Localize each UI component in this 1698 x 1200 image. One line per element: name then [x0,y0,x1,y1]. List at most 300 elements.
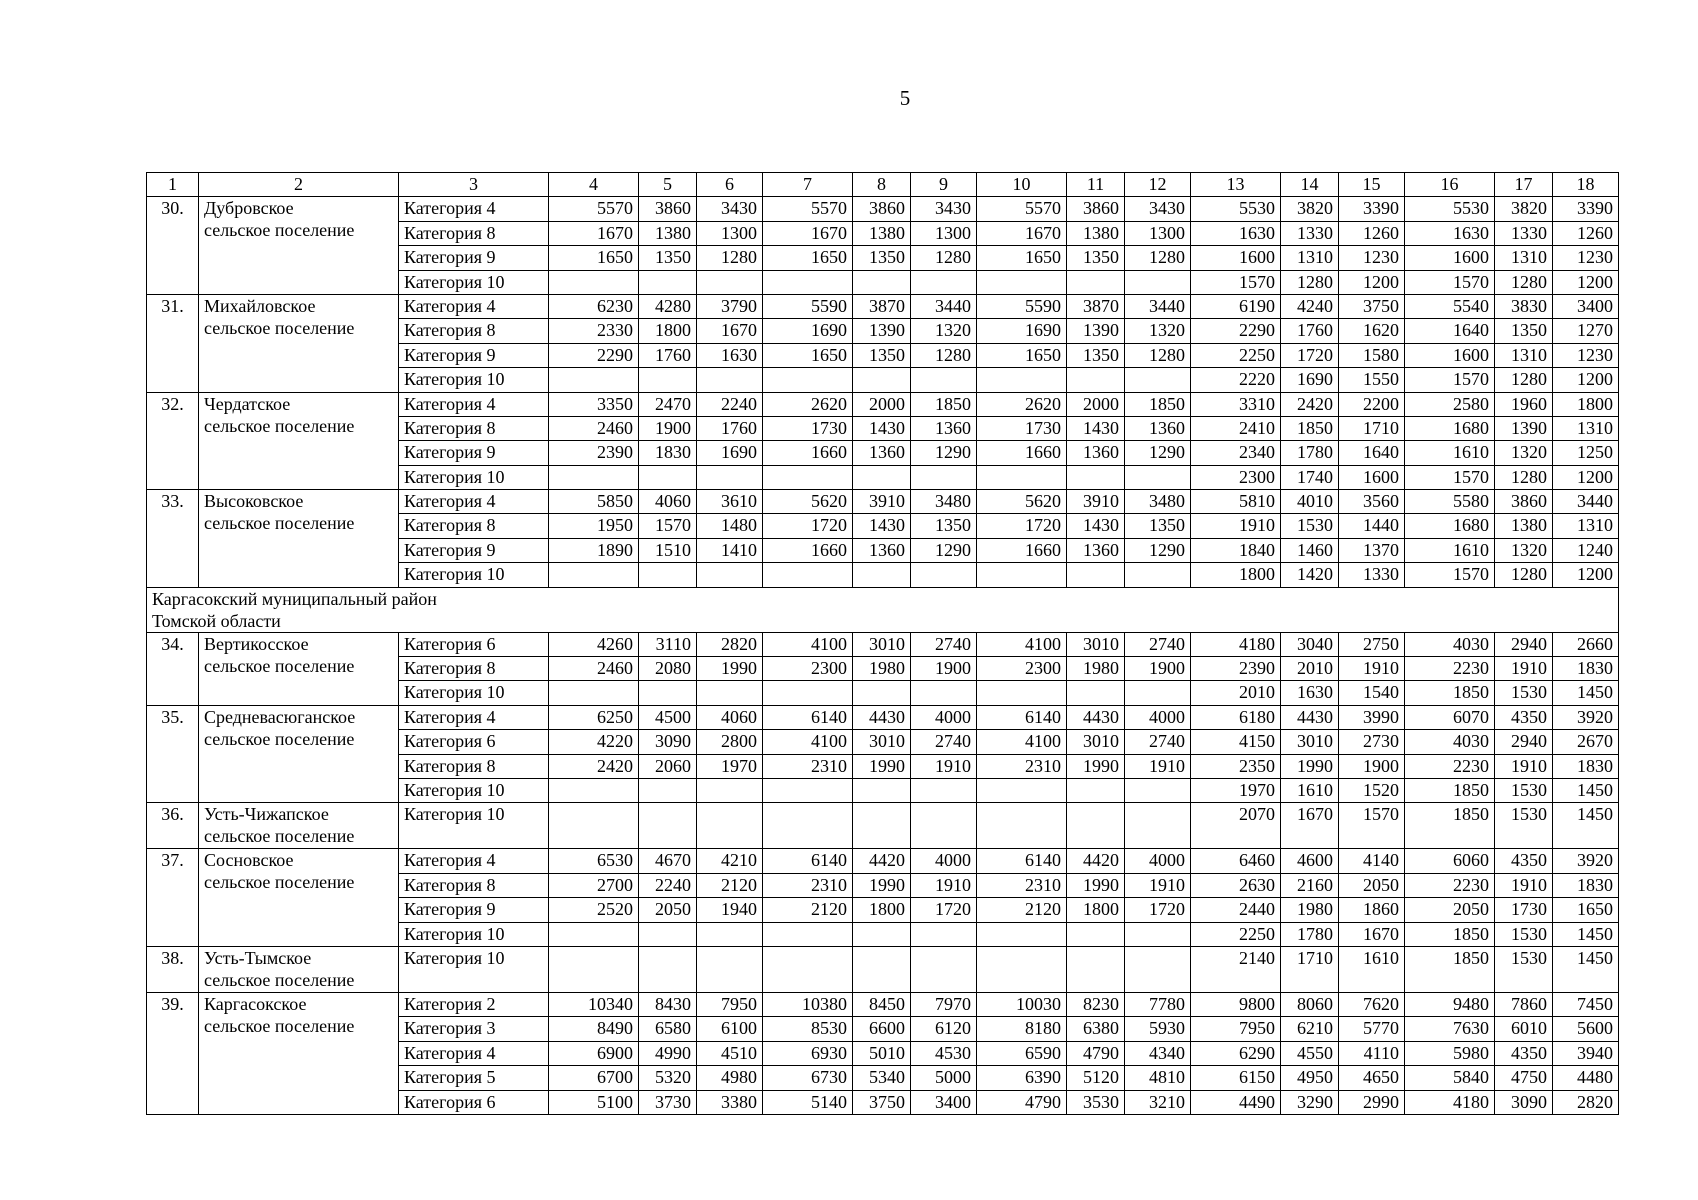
value-cell [977,803,1067,849]
value-cell: 3290 [1281,1090,1339,1114]
value-cell: 1290 [1125,441,1191,465]
value-cell: 6190 [1191,294,1281,318]
value-cell: 1800 [853,898,911,922]
value-cell: 2800 [697,730,763,754]
value-cell: 5590 [763,294,853,318]
value-cell: 1630 [1405,221,1495,245]
value-cell: 2740 [911,730,977,754]
value-cell: 10340 [549,992,639,1016]
value-cell: 3430 [911,197,977,221]
value-cell: 7450 [1553,992,1619,1016]
value-cell [853,778,911,802]
value-cell: 1310 [1281,246,1339,270]
value-cell: 1350 [639,246,697,270]
value-cell: 7780 [1125,992,1191,1016]
value-cell: 1530 [1495,922,1553,946]
value-cell: 1670 [697,319,763,343]
value-cell: 5600 [1553,1017,1619,1041]
value-cell [1067,563,1125,587]
category-cell: Категория 10 [399,922,549,946]
value-cell [911,368,977,392]
category-cell: Категория 10 [399,946,549,992]
settlement-name-line: сельское поселение [204,728,355,749]
value-cell: 1940 [697,898,763,922]
value-cell [1125,922,1191,946]
value-cell: 6010 [1495,1017,1553,1041]
value-cell: 1270 [1553,319,1619,343]
value-cell: 2410 [1191,416,1281,440]
table-row [147,392,1619,416]
value-cell: 4500 [639,705,697,729]
column-number-cell: 14 [1281,173,1339,197]
value-cell: 1450 [1553,946,1619,992]
settlement-name [199,632,399,705]
value-cell: 1640 [1339,441,1405,465]
settlement-name-line: сельское поселение [204,872,355,893]
value-cell: 4100 [977,730,1067,754]
value-cell: 1950 [549,514,639,538]
value-cell: 4430 [853,705,911,729]
value-cell: 3090 [639,730,697,754]
value-cell: 2050 [639,898,697,922]
value-cell: 1290 [1125,538,1191,562]
value-cell: 1910 [1495,873,1553,897]
value-cell: 5980 [1405,1041,1495,1065]
category-cell: Категория 10 [399,681,549,705]
settlement-name-line: сельское поселение [204,220,355,241]
value-cell: 4550 [1281,1041,1339,1065]
value-cell: 4790 [1067,1041,1125,1065]
value-cell: 1900 [1125,657,1191,681]
value-cell: 3860 [1495,490,1553,514]
value-cell: 2620 [977,392,1067,416]
value-cell: 6460 [1191,849,1281,873]
value-cell: 1260 [1339,221,1405,245]
value-cell: 3830 [1495,294,1553,318]
value-cell: 1510 [639,538,697,562]
value-cell: 1670 [1339,922,1405,946]
value-cell: 6230 [549,294,639,318]
value-cell: 2520 [549,898,639,922]
value-cell [853,803,911,849]
value-cell [697,465,763,489]
value-cell: 1970 [1191,778,1281,802]
value-cell [1125,803,1191,849]
value-cell: 3920 [1553,849,1619,873]
value-cell [639,563,697,587]
value-cell: 4810 [1125,1066,1191,1090]
value-cell: 3390 [1553,197,1619,221]
table-row [147,992,1619,1016]
value-cell [1125,681,1191,705]
value-cell: 3090 [1495,1090,1553,1114]
value-cell: 1860 [1339,898,1405,922]
value-cell: 6380 [1067,1017,1125,1041]
value-cell: 4260 [549,632,639,656]
value-cell: 3380 [697,1090,763,1114]
value-cell: 4990 [639,1041,697,1065]
value-cell: 2080 [639,657,697,681]
value-cell: 1610 [1281,778,1339,802]
settlement-name-line: Усть-Чижапское [204,804,329,825]
value-cell: 1280 [1281,270,1339,294]
value-cell: 4280 [639,294,697,318]
category-cell: Категория 10 [399,270,549,294]
value-cell: 1360 [1067,538,1125,562]
value-cell: 5000 [911,1066,977,1090]
settlement-name-line: сельское поселение [204,1015,355,1036]
value-cell: 6580 [639,1017,697,1041]
value-cell: 3750 [853,1090,911,1114]
category-cell: Категория 8 [399,754,549,778]
value-cell: 1240 [1553,538,1619,562]
value-cell: 1450 [1553,681,1619,705]
value-cell: 2250 [1191,922,1281,946]
value-cell: 1580 [1339,343,1405,367]
value-cell: 1380 [853,221,911,245]
value-cell: 1320 [1495,538,1553,562]
category-cell: Категория 6 [399,730,549,754]
value-cell: 6140 [763,849,853,873]
value-cell: 1610 [1405,441,1495,465]
value-cell: 5770 [1339,1017,1405,1041]
value-cell: 4110 [1339,1041,1405,1065]
value-cell: 5010 [853,1041,911,1065]
value-cell [697,681,763,705]
value-cell: 7950 [697,992,763,1016]
value-cell: 1670 [763,221,853,245]
value-cell: 1630 [697,343,763,367]
value-cell: 2470 [639,392,697,416]
value-cell: 1600 [1405,246,1495,270]
value-cell: 6140 [763,705,853,729]
value-cell: 1850 [1405,778,1495,802]
value-cell: 4100 [977,632,1067,656]
row-number: 31. [147,294,199,392]
value-cell: 1570 [1405,270,1495,294]
value-cell: 2730 [1339,730,1405,754]
value-cell: 1910 [1495,657,1553,681]
value-cell: 2940 [1495,632,1553,656]
column-number-cell: 18 [1553,173,1619,197]
value-cell: 2740 [1125,632,1191,656]
category-cell: Категория 2 [399,992,549,1016]
value-cell: 4950 [1281,1066,1339,1090]
value-cell: 1980 [853,657,911,681]
value-cell: 1230 [1553,343,1619,367]
value-cell: 1290 [911,538,977,562]
settlement-name-line: сельское поселение [204,317,355,338]
value-cell: 2460 [549,416,639,440]
value-cell: 1310 [1553,416,1619,440]
value-cell: 2310 [977,754,1067,778]
value-cell: 1430 [1067,514,1125,538]
value-cell: 1360 [853,538,911,562]
value-cell: 1250 [1553,441,1619,465]
value-cell: 1900 [639,416,697,440]
value-cell [1125,563,1191,587]
value-cell: 2420 [549,754,639,778]
value-cell: 2630 [1191,873,1281,897]
value-cell [697,946,763,992]
value-cell [549,922,639,946]
value-cell: 3350 [549,392,639,416]
value-cell: 2310 [763,873,853,897]
row-number: 34. [147,632,199,705]
value-cell: 4350 [1495,705,1553,729]
value-cell: 3560 [1339,490,1405,514]
value-cell [549,681,639,705]
value-cell [697,922,763,946]
row-number: 33. [147,490,199,588]
value-cell [911,778,977,802]
value-cell: 2220 [1191,368,1281,392]
value-cell [1125,270,1191,294]
value-cell: 1410 [697,538,763,562]
value-cell: 4180 [1405,1090,1495,1114]
value-cell: 1550 [1339,368,1405,392]
value-cell: 4980 [697,1066,763,1090]
value-cell: 3010 [1067,632,1125,656]
value-cell: 1800 [1067,898,1125,922]
value-cell: 1710 [1339,416,1405,440]
category-cell: Категория 10 [399,803,549,849]
value-cell: 1380 [1067,221,1125,245]
value-cell [763,681,853,705]
value-cell: 3790 [697,294,763,318]
row-number: 38. [147,946,199,992]
value-cell [639,270,697,294]
value-cell: 8450 [853,992,911,1016]
value-cell: 1280 [1495,563,1553,587]
value-cell: 4060 [639,490,697,514]
value-cell [853,946,911,992]
value-cell: 6210 [1281,1017,1339,1041]
column-number-cell: 1 [147,173,199,197]
column-number-cell: 7 [763,173,853,197]
value-cell: 4100 [763,632,853,656]
category-cell: Категория 8 [399,873,549,897]
value-cell: 3870 [853,294,911,318]
value-cell: 4430 [1067,705,1125,729]
value-cell: 1680 [1405,514,1495,538]
value-cell [977,946,1067,992]
value-cell [911,270,977,294]
value-cell: 2000 [853,392,911,416]
settlement-name-line: Сосновское [204,850,294,871]
value-cell: 4430 [1281,705,1339,729]
category-cell: Категория 4 [399,1041,549,1065]
value-cell: 3730 [639,1090,697,1114]
value-cell [1125,368,1191,392]
value-cell: 2620 [763,392,853,416]
value-cell: 2230 [1405,873,1495,897]
value-cell: 1530 [1495,778,1553,802]
value-cell: 1570 [1339,803,1405,849]
value-cell: 3860 [639,197,697,221]
value-cell: 5930 [1125,1017,1191,1041]
header-row [147,173,1619,197]
value-cell: 1800 [1553,392,1619,416]
value-cell: 1390 [1495,416,1553,440]
value-cell: 5320 [639,1066,697,1090]
value-cell: 1830 [1553,754,1619,778]
value-cell [977,563,1067,587]
value-cell: 1200 [1553,465,1619,489]
value-cell: 2990 [1339,1090,1405,1114]
value-cell: 3010 [853,730,911,754]
value-cell: 1330 [1281,221,1339,245]
value-cell: 3870 [1067,294,1125,318]
value-cell: 1350 [1067,343,1125,367]
value-cell: 1990 [697,657,763,681]
value-cell: 1730 [977,416,1067,440]
value-cell: 1690 [1281,368,1339,392]
value-cell: 5620 [763,490,853,514]
value-cell: 3480 [1125,490,1191,514]
value-cell: 1390 [1067,319,1125,343]
value-cell: 2940 [1495,730,1553,754]
value-cell [911,681,977,705]
value-cell: 1720 [911,898,977,922]
value-cell: 1670 [549,221,639,245]
value-cell: 6900 [549,1041,639,1065]
value-cell: 1520 [1339,778,1405,802]
value-cell: 6590 [977,1041,1067,1065]
value-cell: 5570 [977,197,1067,221]
value-cell [1067,803,1125,849]
value-cell: 1780 [1281,441,1339,465]
category-cell: Категория 9 [399,538,549,562]
value-cell: 9800 [1191,992,1281,1016]
value-cell: 1310 [1553,514,1619,538]
category-cell: Категория 10 [399,465,549,489]
category-cell: Категория 10 [399,563,549,587]
value-cell: 4510 [697,1041,763,1065]
value-cell: 3440 [1553,490,1619,514]
value-cell: 6060 [1405,849,1495,873]
value-cell: 3920 [1553,705,1619,729]
column-number-cell: 2 [199,173,399,197]
value-cell [697,803,763,849]
value-cell: 1910 [1125,754,1191,778]
value-cell: 1600 [1191,246,1281,270]
value-cell: 1570 [1405,563,1495,587]
value-cell: 1630 [1191,221,1281,245]
value-cell: 1350 [1495,319,1553,343]
value-cell [639,465,697,489]
value-cell: 1970 [697,754,763,778]
value-cell: 1200 [1339,270,1405,294]
value-cell: 3610 [697,490,763,514]
value-cell [549,803,639,849]
value-cell: 1570 [1405,465,1495,489]
value-cell: 5100 [549,1090,639,1114]
value-cell: 3910 [1067,490,1125,514]
value-cell: 2010 [1281,657,1339,681]
settlement-name-line: Средневасюганское [204,706,356,727]
value-cell: 3820 [1495,197,1553,221]
category-cell: Категория 8 [399,514,549,538]
value-cell: 4530 [911,1041,977,1065]
value-cell: 4150 [1191,730,1281,754]
value-cell: 2250 [1191,343,1281,367]
settlement-name [199,490,399,588]
value-cell [853,563,911,587]
value-cell: 1360 [1067,441,1125,465]
value-cell: 1320 [1125,319,1191,343]
settlement-name [199,392,399,490]
value-cell: 7860 [1495,992,1553,1016]
value-cell: 2580 [1405,392,1495,416]
value-cell: 1840 [1191,538,1281,562]
value-cell: 2290 [549,343,639,367]
value-cell: 2240 [697,392,763,416]
column-number-cell: 15 [1339,173,1405,197]
settlement-name [199,705,399,803]
value-cell: 2440 [1191,898,1281,922]
value-cell: 1800 [639,319,697,343]
value-cell: 1600 [1339,465,1405,489]
category-cell: Категория 9 [399,343,549,367]
value-cell: 5340 [853,1066,911,1090]
value-cell [639,922,697,946]
value-cell: 4350 [1495,849,1553,873]
page-number: 5 [899,86,911,110]
value-cell: 4600 [1281,849,1339,873]
column-number-cell: 4 [549,173,639,197]
value-cell [697,778,763,802]
value-cell: 1730 [763,416,853,440]
value-cell: 1200 [1553,563,1619,587]
table-body [147,173,1619,1115]
value-cell: 1690 [977,319,1067,343]
row-number: 39. [147,992,199,1114]
column-number-cell: 9 [911,173,977,197]
value-cell: 5850 [549,490,639,514]
value-cell: 2160 [1281,873,1339,897]
value-cell [977,465,1067,489]
value-cell: 1660 [977,538,1067,562]
value-cell: 1610 [1339,946,1405,992]
value-cell [853,681,911,705]
value-cell: 4420 [853,849,911,873]
value-cell: 6930 [763,1041,853,1065]
value-cell: 1900 [911,657,977,681]
value-cell: 7950 [1191,1017,1281,1041]
value-cell: 5570 [763,197,853,221]
value-cell: 1450 [1553,922,1619,946]
value-cell: 1330 [1495,221,1553,245]
value-cell: 8530 [763,1017,853,1041]
table-row [147,803,1619,849]
value-cell: 2300 [977,657,1067,681]
value-cell: 1680 [1405,416,1495,440]
column-number-cell: 3 [399,173,549,197]
value-cell: 1570 [639,514,697,538]
value-cell: 1990 [853,754,911,778]
value-cell: 1710 [1281,946,1339,992]
value-cell: 4210 [697,849,763,873]
value-cell: 2820 [697,632,763,656]
value-cell: 1910 [1339,657,1405,681]
value-cell: 3110 [639,632,697,656]
value-cell: 1350 [1125,514,1191,538]
value-cell: 1530 [1495,803,1553,849]
value-cell: 5840 [1405,1066,1495,1090]
value-cell: 1830 [1553,657,1619,681]
settlement-name-line: Дубровское [204,198,294,219]
